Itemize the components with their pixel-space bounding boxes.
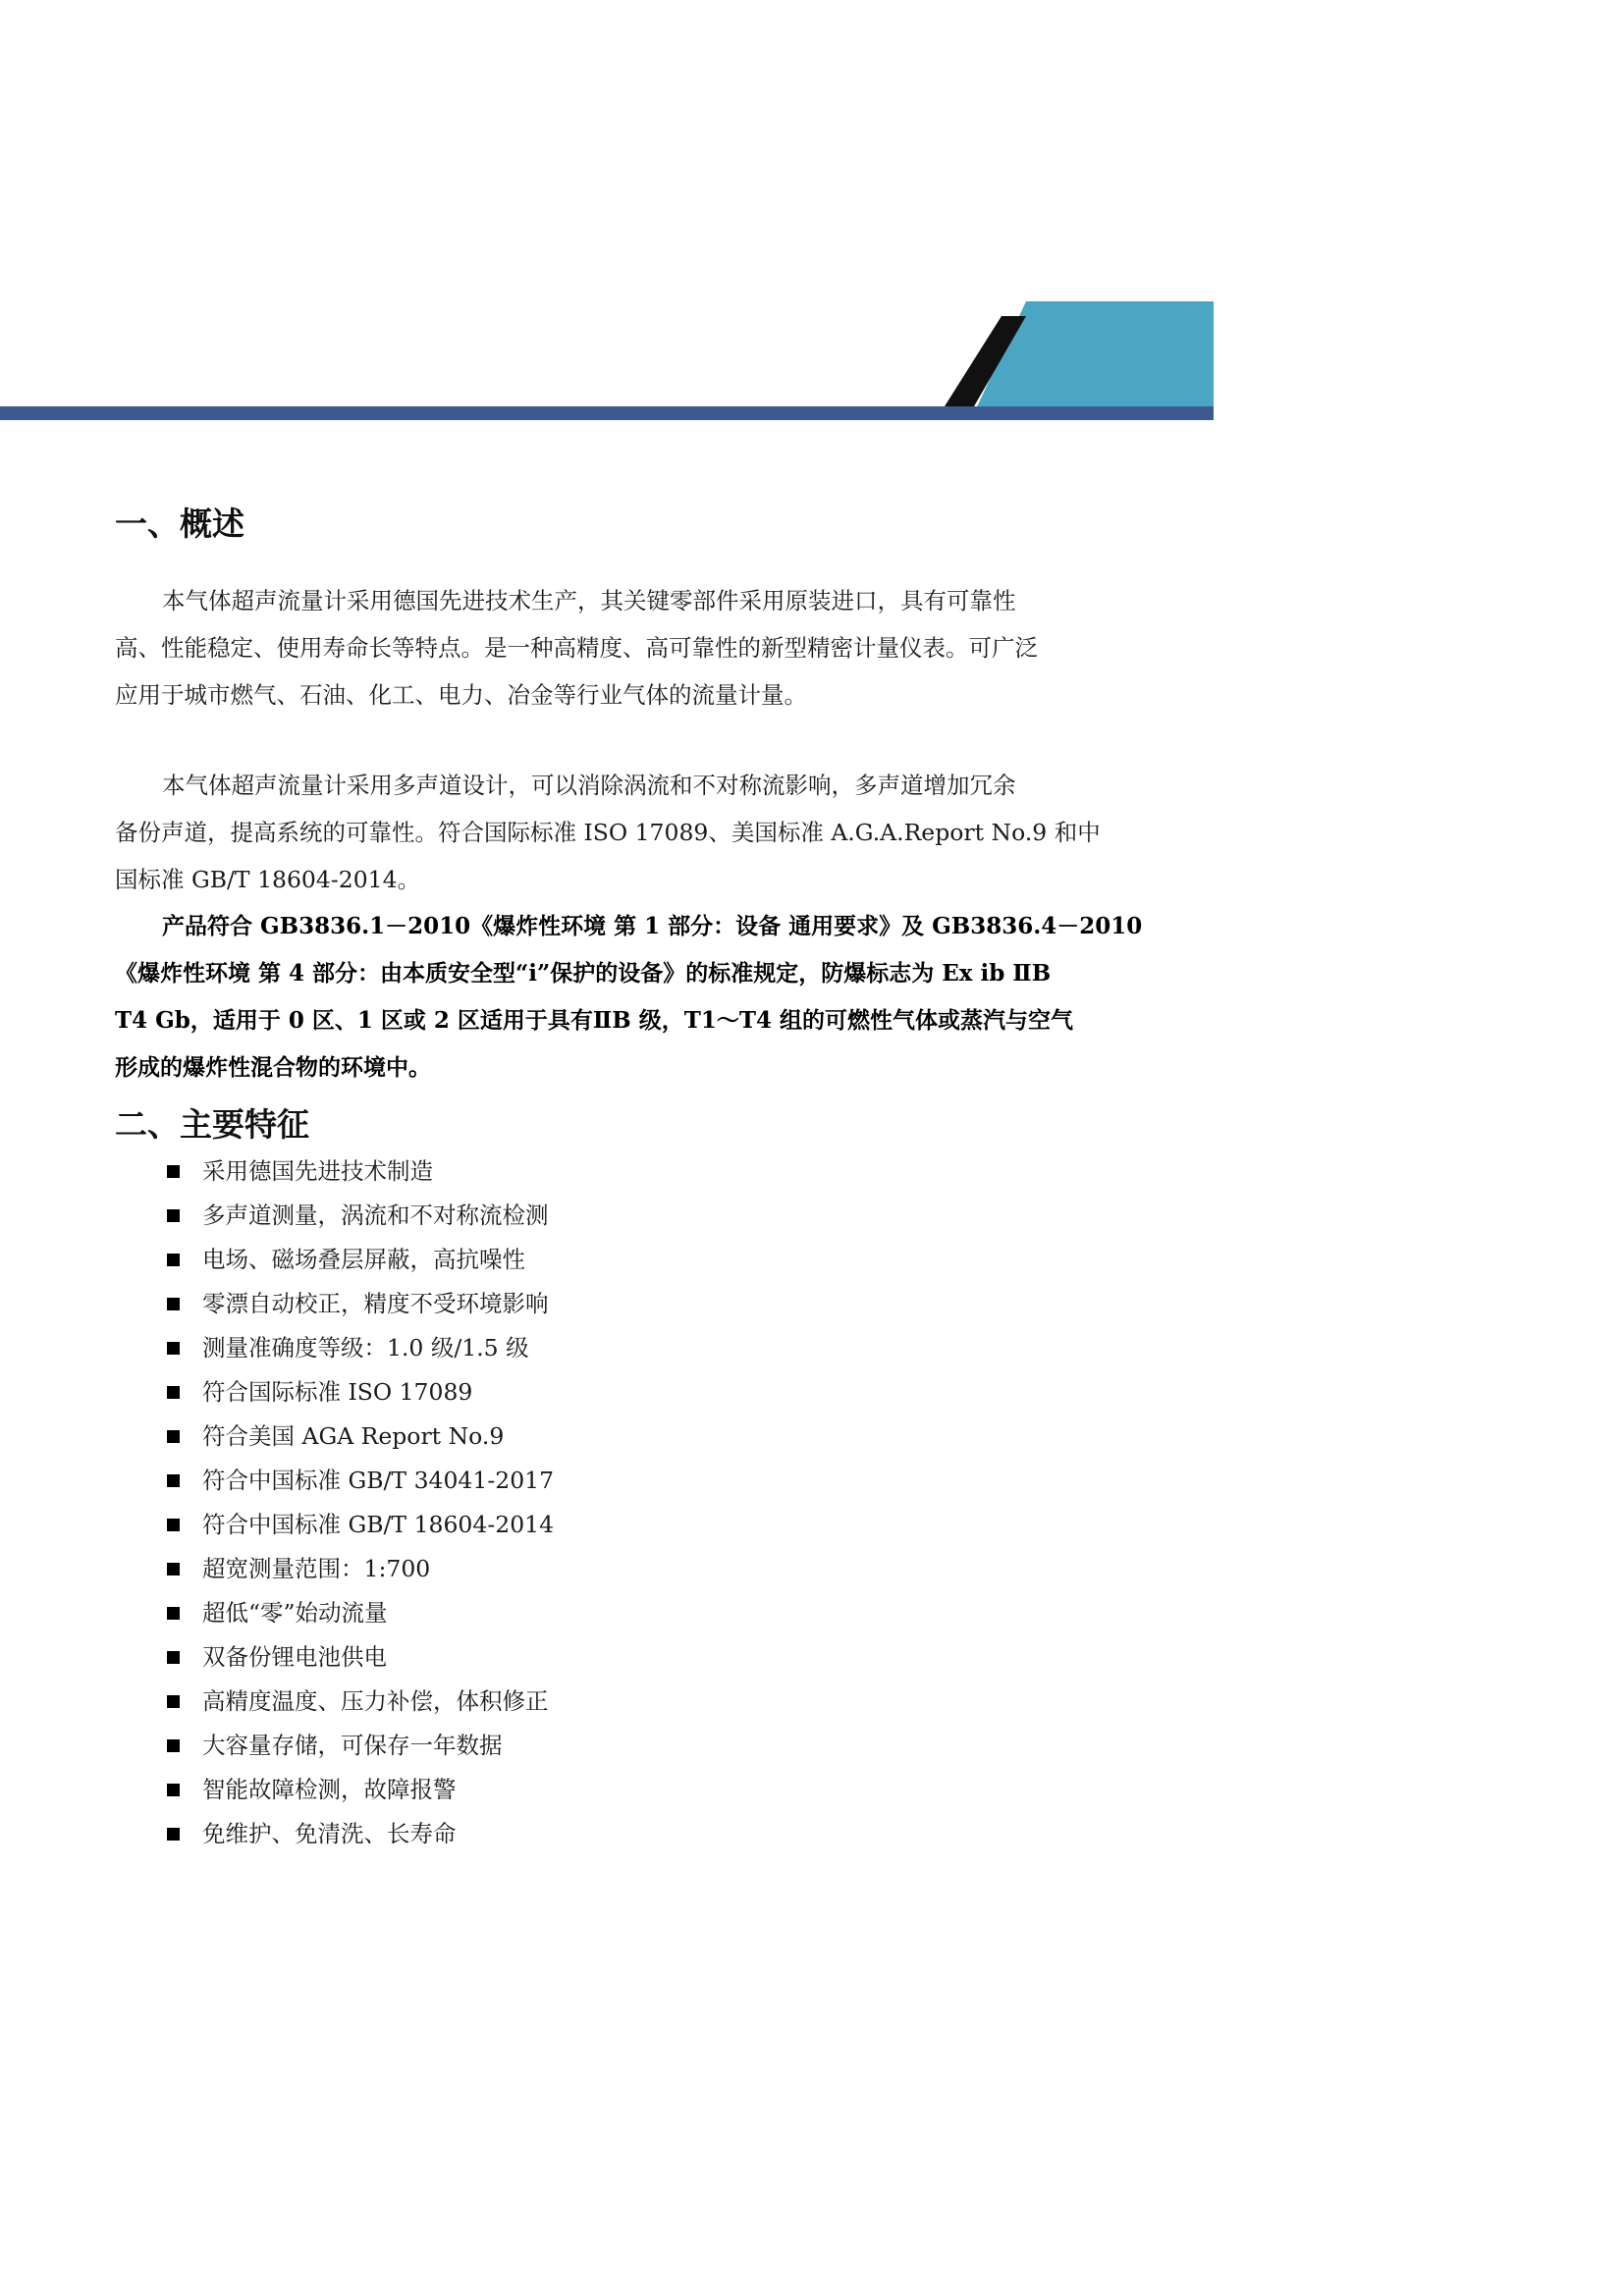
list-item-text: 采用德国先进技术制造 — [202, 1157, 433, 1185]
overview-paragraph-2 — [115, 762, 1101, 903]
list-item-text: 双备份锂电池供电 — [202, 1643, 387, 1671]
square-bullet-icon — [167, 1519, 180, 1531]
overview-paragraph-1 — [115, 577, 1097, 719]
list-item-text: 超宽测量范围：1:700 — [202, 1555, 431, 1582]
paragraph-line: 形成的爆炸性混合物的环境中。 — [115, 1054, 431, 1081]
square-bullet-icon — [167, 1695, 180, 1708]
square-bullet-icon — [167, 1607, 180, 1620]
paragraph-line: 应用于城市燃气、石油、化工、电力、冶金等行业气体的流量计量。 — [115, 681, 807, 709]
paragraph-line: 国标准 GB/T 18604-2014。 — [115, 866, 421, 893]
list-item-text: 符合国际标准 ISO 17089 — [202, 1378, 473, 1406]
square-bullet-icon — [167, 1474, 180, 1487]
paragraph-line: 产品符合 GB3836.1－2010《爆炸性环境 第 1 部分：设备 通用要求》及 GB3836.4－2010 — [162, 913, 1143, 939]
square-bullet-icon — [167, 1386, 180, 1399]
paragraph-line: 备份声道，提高系统的可靠性。符合国际标准 ISO 17089、美国标准 A.G.A.Report No.9 和中 — [115, 819, 1101, 846]
list-item — [157, 1149, 1041, 1194]
header-blue-bar — [0, 406, 1214, 420]
list-item-text: 符合美国 AGA Report No.9 — [202, 1422, 505, 1450]
paragraph-line: 《爆炸性环境 第 4 部分：由本质安全型“i”保护的设备》的标准规定，防爆标志为 Ex ib ⅡB — [115, 960, 1052, 987]
list-item — [157, 1547, 1041, 1591]
list-item — [157, 1812, 1041, 1856]
list-item-text: 测量准确度等级：1.0 级/1.5 级 — [202, 1334, 529, 1362]
list-item — [157, 1635, 1041, 1680]
list-item-text: 电场、磁场叠层屏蔽，高抗噪性 — [202, 1246, 525, 1273]
square-bullet-icon — [167, 1165, 180, 1178]
list-item-text: 大容量存储，可保存一年数据 — [202, 1732, 503, 1759]
square-bullet-icon — [167, 1651, 180, 1664]
paragraph-line: T4 Gb，适用于 0 区、1 区或 2 区适用于具有ⅡB 级，T1～T4 组的可燃性气体或蒸汽与空气 — [115, 1007, 1073, 1034]
list-item-text: 符合中国标准 GB/T 34041-2017 — [202, 1467, 555, 1494]
list-item-text: 高精度温度、压力补偿，体积修正 — [202, 1687, 549, 1715]
paragraph-line: 本气体超声流量计采用多声道设计，可以消除涡流和不对称流影响，多声道增加冗余 — [162, 772, 1016, 799]
list-item — [157, 1591, 1041, 1635]
paragraph-line: 本气体超声流量计采用德国先进技术生产，其关键零部件采用原装进口，具有可靠性 — [162, 587, 1016, 614]
square-bullet-icon — [167, 1254, 180, 1266]
square-bullet-icon — [167, 1739, 180, 1752]
explosion-proof-paragraph — [115, 903, 1143, 1092]
section-heading-features: 二、主要特征 — [115, 1105, 309, 1144]
paragraph-line: 高、性能稳定、使用寿命长等特点。是一种高精度、高可靠性的新型精密计量仪表。可广泛 — [115, 634, 1038, 662]
list-item — [157, 1238, 1041, 1282]
list-item-text: 符合中国标准 GB/T 18604-2014 — [202, 1511, 555, 1538]
list-item — [157, 1724, 1041, 1768]
list-item — [157, 1459, 1041, 1503]
square-bullet-icon — [167, 1828, 180, 1841]
list-item-text: 免维护、免清洗、长寿命 — [202, 1820, 457, 1847]
header-decoration — [0, 294, 1218, 427]
list-item — [157, 1415, 1041, 1459]
list-item-text: 智能故障检测，故障报警 — [202, 1776, 457, 1803]
square-bullet-icon — [167, 1298, 180, 1310]
square-bullet-icon — [167, 1342, 180, 1355]
list-item — [157, 1768, 1041, 1812]
square-bullet-icon — [167, 1209, 180, 1222]
list-item — [157, 1680, 1041, 1724]
list-item-text: 零漂自动校正，精度不受环境影响 — [202, 1290, 549, 1317]
section-heading-overview: 一、概述 — [115, 505, 244, 543]
list-item — [157, 1370, 1041, 1415]
list-item — [157, 1282, 1041, 1326]
square-bullet-icon — [167, 1563, 180, 1575]
list-item — [157, 1326, 1041, 1370]
list-item — [157, 1194, 1041, 1238]
list-item-text: 超低“零”始动流量 — [202, 1599, 388, 1627]
square-bullet-icon — [167, 1784, 180, 1796]
list-item-text: 多声道测量，涡流和不对称流检测 — [202, 1201, 549, 1229]
list-item — [157, 1503, 1041, 1547]
feature-list — [157, 1149, 1041, 1856]
square-bullet-icon — [167, 1430, 180, 1443]
